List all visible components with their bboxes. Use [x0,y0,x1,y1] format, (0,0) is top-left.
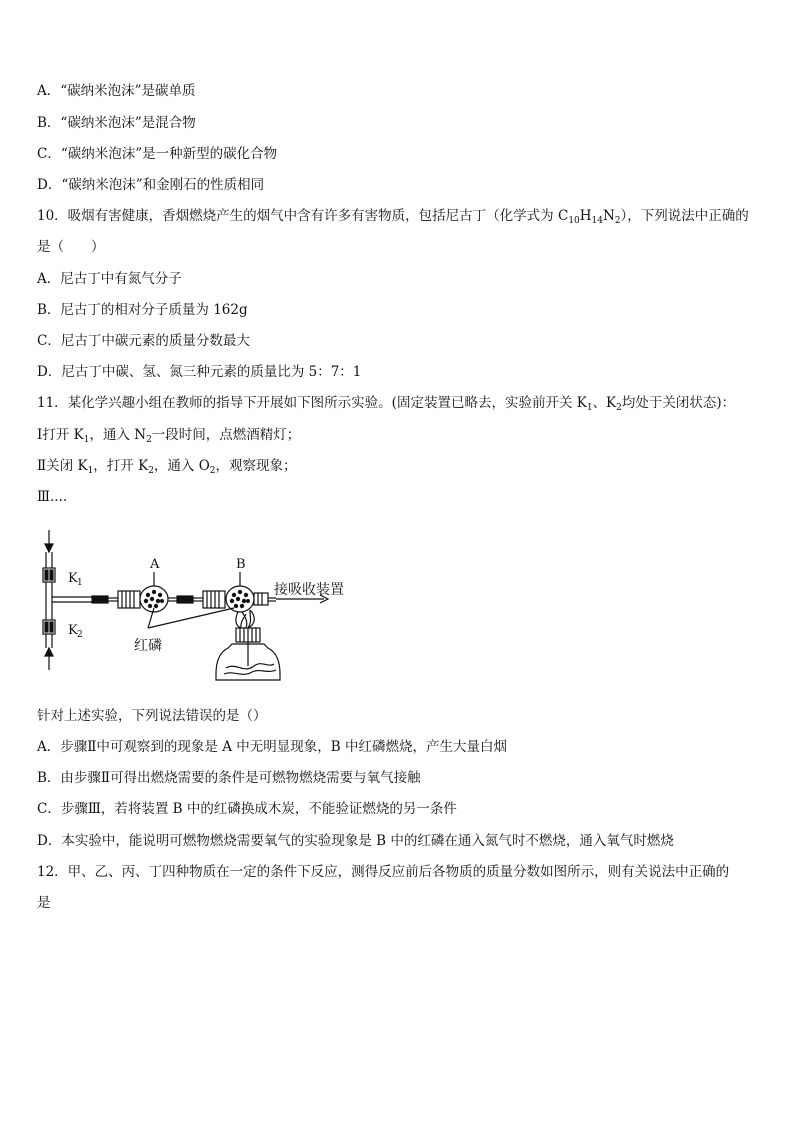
rubber-connector-1 [92,596,108,603]
label-k2: K [68,623,78,638]
top-inlet-arrow-icon [45,544,53,552]
q11-stem-part2: 均处于关闭状态)： [621,395,736,411]
q10-stem-part2: ），下列说法中正确的 [620,208,749,224]
q11-step1-n-sub: 2 [146,435,152,445]
label-k1: K [68,571,78,586]
q11-k2-sub: 2 [616,403,622,413]
q11-option-c: C．步骤Ⅲ，若将装置 B 中的红磷换成木炭，不能验证燃烧的另一条件 [37,801,457,817]
q11-stem-part1: 11．某化学兴趣小组在教师的指导下开展如下图所示实验。(固定装置已略去，实验前开关 K [37,395,587,411]
label-k2-sub: 2 [77,630,83,640]
stopper-b-left [203,591,225,608]
q11-step2-o-sub: 2 [209,466,216,476]
q10-option-c: C．尼古丁中碳元素的质量分数最大 [37,333,250,349]
q10-option-b: B．尼古丁的相对分子质量为 162g [37,302,248,318]
q10-stem-part1: 10．吸烟有害健康，香烟燃烧产生的烟气中含有许多有害物质，包括尼古丁（化学式为 C [37,208,569,224]
q10-formula-sub1: 10 [568,216,580,226]
q10-formula-n: N [603,208,615,224]
q11-step2-c: ，通入 O [153,458,210,474]
q11-step1-b: ，通入 N [89,427,147,443]
label-red-phosphorus: 红磷 [134,638,162,654]
q11-step2-a: Ⅱ关闭 K [37,458,88,474]
q11-stem-mid: 、K [592,395,617,411]
label-absorber: 接吸收装置 [274,582,344,598]
q11-k1-sub: 1 [586,403,593,413]
q11-step2 [37,457,297,475]
q10-option-d: D．尼古丁中碳、氢、氮三种元素的质量比为 5：7：1 [37,364,362,380]
q11-step2-b: ，打开 K [93,458,149,474]
q11-option-a: A．步骤Ⅱ中可观察到的现象是 A 中无明显现象，B 中红磷燃烧，产生大量白烟 [37,739,507,755]
q11-step1-k-sub: 1 [83,435,90,445]
q11-step3: Ⅲ.... [37,489,68,505]
q11-option-d: D．本实验中，能说明可燃物燃烧需要氧气的实验现象是 B 中的红磷在通入氮气时不燃烧，通入氧气时燃烧 [37,833,674,849]
q10-option-a: A．尼古丁中有氮气分子 [37,271,182,287]
q11-option-b: B．由步骤Ⅱ可得出燃烧需要的条件是可燃物燃烧需要与氧气接触 [37,770,421,786]
q10-formula-sub2: 14 [591,216,603,226]
bottom-inlet-arrow-icon [45,648,53,656]
alcohol-lamp-icon [216,610,280,680]
q12-stem-line1: 12．甲、乙、丙、丁四种物质在一定的条件下反应，测得反应前后各物质的质量分数如图所示，则有关说法中正确的 [37,864,730,880]
q11-step1-c: 一段时间，点燃酒精灯； [151,427,301,443]
q11-question: 针对上述实验，下列说法错误的是（） [37,708,267,724]
q9-option-d: D．“碳纳米泡沫”和金刚石的性质相同 [37,177,265,193]
q11-stem [37,394,735,412]
q10-stem-line1 [37,207,749,225]
q9-option-b: B．“碳纳米泡沫”是混合物 [37,115,196,131]
q10-stem-line2: 是（ ） [37,239,105,255]
q11-step1-a: Ⅰ打开 K [37,427,84,443]
q11-step2-d: ，观察现象； [215,458,297,474]
q11-step1 [37,426,300,444]
label-a: A [150,557,160,572]
q9-option-a: A．“碳纳米泡沫”是碳单质 [37,83,196,99]
clip-k1-icon [43,568,55,582]
rubber-connector-2 [177,596,193,603]
q12-stem-line2: 是 [37,895,51,911]
q9-option-c: C．“碳纳米泡沫”是一种新型的碳化合物 [37,146,278,162]
stopper-a-left [118,591,140,608]
apparatus-diagram [36,528,366,690]
stopper-b-right [254,593,268,605]
q11-step2-k1-sub: 1 [87,466,94,476]
label-b: B [236,557,246,572]
label-k1-sub: 1 [77,578,83,588]
q11-step2-k2-sub: 2 [148,466,154,476]
q10-formula-h: H [579,208,592,224]
clip-k2-icon [43,620,55,634]
q10-formula-sub3: 2 [614,216,621,226]
